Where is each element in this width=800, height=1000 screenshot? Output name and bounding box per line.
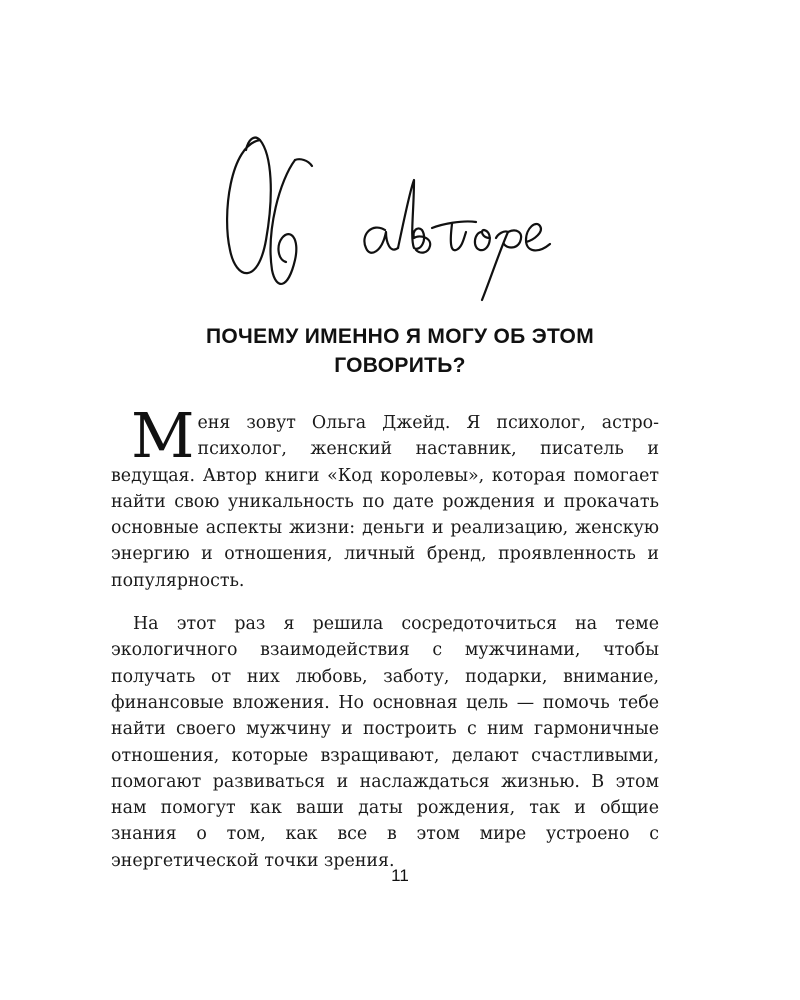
page-number: 11	[391, 866, 409, 885]
body-text	[111, 399, 659, 874]
subheading-line-1: ПОЧЕМУ ИМЕННО Я МОГУ ОБ ЭТОМ	[206, 325, 594, 348]
subheading-line-2: ГОВОРИТЬ?	[334, 354, 466, 377]
paragraph-2: На этот раз я решила сосредоточиться на теме экологичного взаимодействия с мужчинами, чтобы получать от них любовь, заботу, подарки, внимание, финансовые вложения. Но основная цель — помочь тебе найти своего мужчину и построить с ним гармоничные отношения, которые взращивают, делают счастливыми, помогают развиваться и наслаждаться жизнью. В этом нам помогут как ваши даты рождения, так и общие знания о том, как все в этом мире устроено с энергетической точки зрения.	[111, 614, 659, 871]
chapter-title-script-lettering	[200, 120, 600, 310]
paragraph-1-text: еня зовут Ольга Джейд. Я психолог, астро-психолог, женский наставник, писатель и ведущая. Автор книги «Код королевы», которая помогает найти свою уникальность по дате рождения и прокачать основные аспекты жизни: деньги и реализацию, женскую энергию и отношения, личный бренд, проявленность и популярность.	[111, 413, 659, 591]
chapter-title	[200, 120, 600, 310]
drop-cap: М	[131, 399, 195, 472]
section-subheading	[110, 322, 690, 380]
paragraph-1	[111, 399, 659, 594]
